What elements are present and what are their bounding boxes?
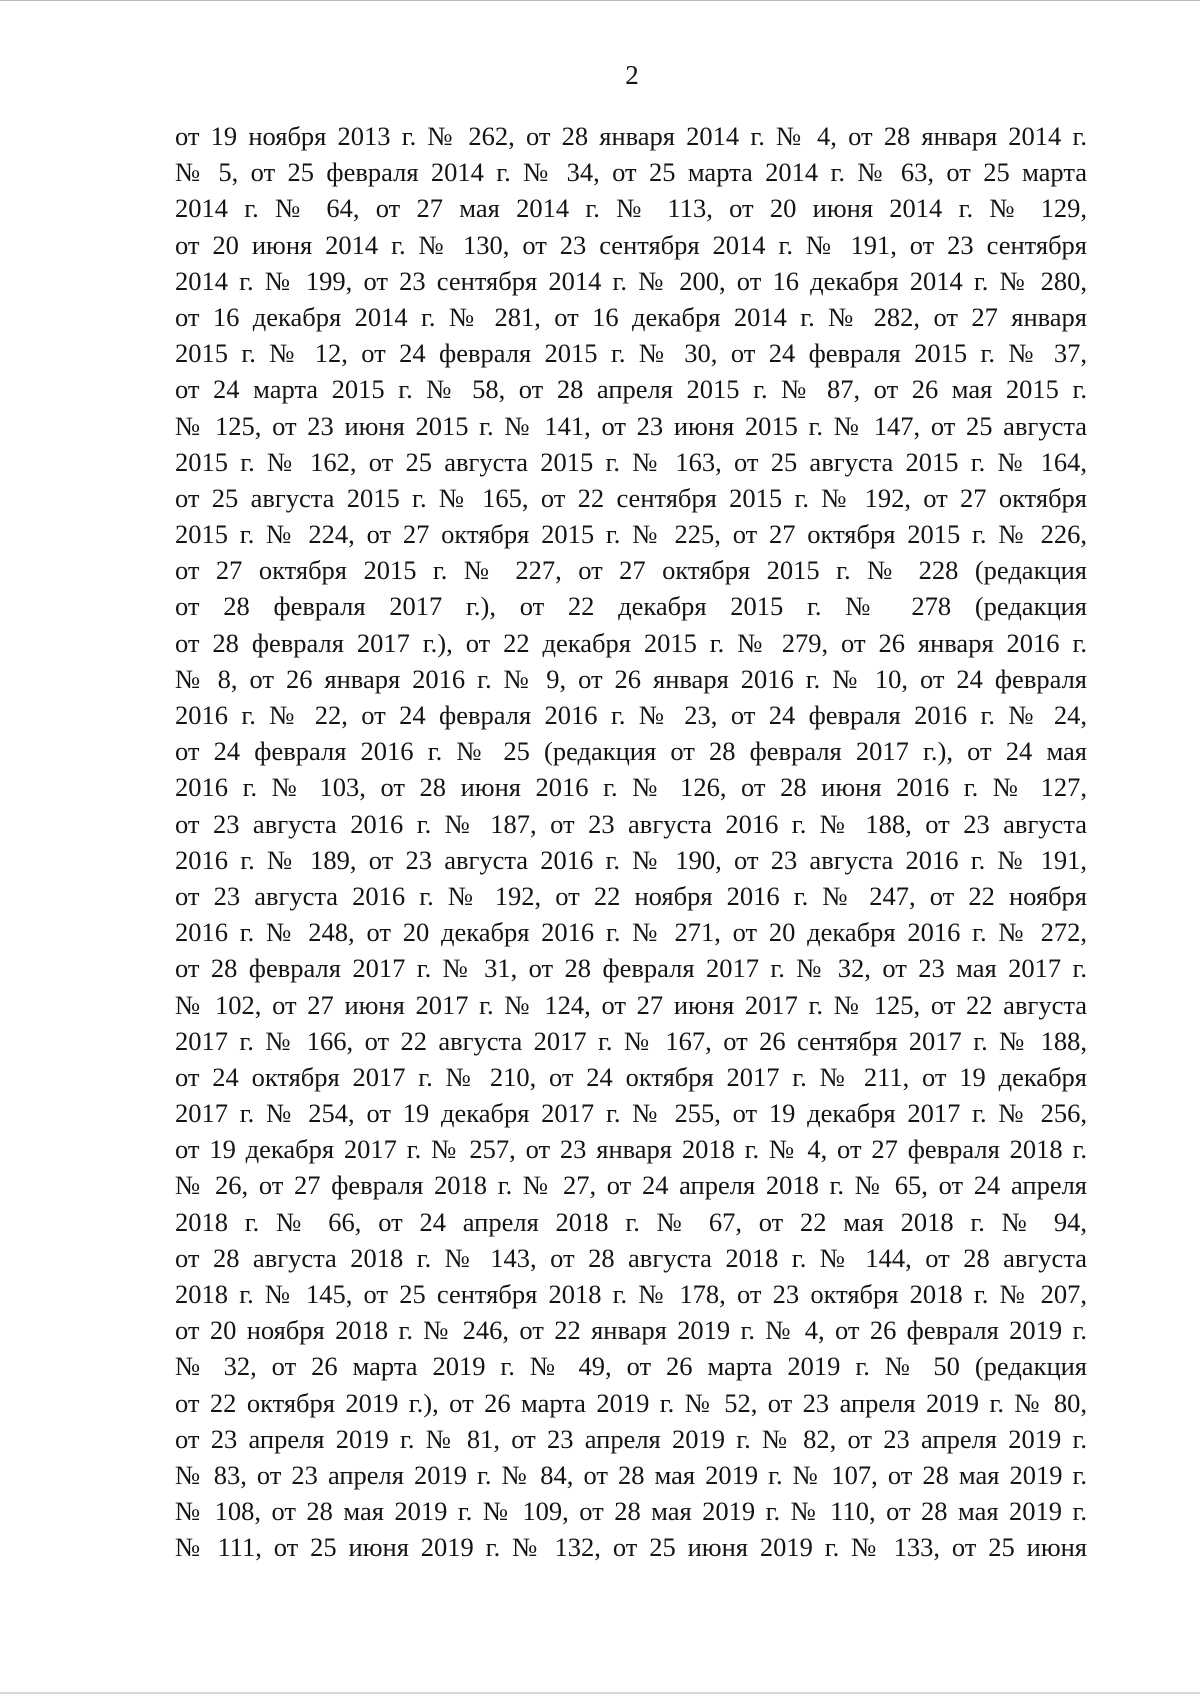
text-line: 2016 г. № 189, от 23 августа 2016 г. № 190, от 23 августа 2016 г. № 191, — [175, 844, 1087, 875]
body-text — [175, 118, 1087, 1566]
text-line: 2016 г. № 103, от 28 июня 2016 г. № 126, от 28 июня 2016 г. № 127, — [175, 772, 1087, 803]
text-line: № 5, от 25 февраля 2014 г. № 34, от 25 марта 2014 г. № 63, от 25 марта — [175, 157, 1087, 188]
text-line: 2015 г. № 224, от 27 октября 2015 г. № 225, от 27 октября 2015 г. № 226, — [175, 519, 1087, 550]
page-bottom-edge — [0, 1692, 1200, 1694]
text-line: от 28 августа 2018 г. № 143, от 28 августа 2018 г. № 144, от 28 августа — [175, 1242, 1087, 1273]
text-line: 2015 г. № 162, от 25 августа 2015 г. № 163, от 25 августа 2015 г. № 164, — [175, 446, 1087, 477]
text-line: № 125, от 23 июня 2015 г. № 141, от 23 июня 2015 г. № 147, от 25 августа — [175, 410, 1087, 441]
text-line: от 20 июня 2014 г. № 130, от 23 сентября 2014 г. № 191, от 23 сентября — [175, 229, 1087, 260]
text-line: № 108, от 28 мая 2019 г. № 109, от 28 мая 2019 г. № 110, от 28 мая 2019 г. — [175, 1496, 1087, 1527]
text-line: от 24 февраля 2016 г. № 25 (редакция от 28 февраля 2017 г.), от 24 мая — [175, 736, 1087, 767]
text-line: № 111, от 25 июня 2019 г. № 132, от 25 июня 2019 г. № 133, от 25 июня — [175, 1532, 1087, 1563]
text-line: 2014 г. № 199, от 23 сентября 2014 г. № 200, от 16 декабря 2014 г. № 280, — [175, 265, 1087, 296]
text-line: 2014 г. № 64, от 27 мая 2014 г. № 113, от 20 июня 2014 г. № 129, — [175, 193, 1087, 224]
text-line: от 22 октября 2019 г.), от 26 марта 2019 г. № 52, от 23 апреля 2019 г. № 80, — [175, 1387, 1087, 1418]
text-line: от 28 февраля 2017 г. № 31, от 28 февраля 2017 г. № 32, от 23 мая 2017 г. — [175, 953, 1087, 984]
text-line: от 24 марта 2015 г. № 58, от 28 апреля 2015 г. № 87, от 26 мая 2015 г. — [175, 374, 1087, 405]
text-line: от 25 августа 2015 г. № 165, от 22 сентября 2015 г. № 192, от 27 октября — [175, 482, 1087, 513]
text-line: 2015 г. № 12, от 24 февраля 2015 г. № 30, от 24 февраля 2015 г. № 37, — [175, 338, 1087, 369]
text-line: от 24 октября 2017 г. № 210, от 24 октября 2017 г. № 211, от 19 декабря — [175, 1061, 1087, 1092]
text-line: № 102, от 27 июня 2017 г. № 124, от 27 июня 2017 г. № 125, от 22 августа — [175, 989, 1087, 1020]
text-line: от 28 февраля 2017 г.), от 22 декабря 2015 г. № 278 (редакция — [175, 591, 1087, 622]
text-line: 2017 г. № 254, от 19 декабря 2017 г. № 255, от 19 декабря 2017 г. № 256, — [175, 1098, 1087, 1129]
text-line: 2018 г. № 66, от 24 апреля 2018 г. № 67, от 22 мая 2018 г. № 94, — [175, 1206, 1087, 1237]
text-line: от 27 октября 2015 г. № 227, от 27 октября 2015 г. № 228 (редакция — [175, 555, 1087, 586]
text-line: 2016 г. № 22, от 24 февраля 2016 г. № 23, от 24 февраля 2016 г. № 24, — [175, 700, 1087, 730]
text-line: от 23 августа 2016 г. № 192, от 22 ноября 2016 г. № 247, от 22 ноября — [175, 880, 1087, 911]
text-line: от 28 февраля 2017 г.), от 22 декабря 2015 г. № 279, от 26 января 2016 г. — [175, 627, 1087, 658]
text-line: 2018 г. № 145, от 25 сентября 2018 г. № 178, от 23 октября 2018 г. № 207, — [175, 1279, 1087, 1309]
text-line: 2017 г. № 166, от 22 августа 2017 г. № 167, от 26 сентября 2017 г. № 188, — [175, 1025, 1087, 1056]
text-line: от 16 декабря 2014 г. № 281, от 16 декабря 2014 г. № 282, от 27 января — [175, 301, 1087, 332]
text-line: № 83, от 23 апреля 2019 г. № 84, от 28 мая 2019 г. № 107, от 28 мая 2019 г. — [175, 1459, 1087, 1490]
text-line: от 23 апреля 2019 г. № 81, от 23 апреля 2019 г. № 82, от 23 апреля 2019 г. — [175, 1423, 1087, 1454]
text-line: от 20 ноября 2018 г. № 246, от 22 января 2019 г. № 4, от 26 февраля 2019 г. — [175, 1315, 1087, 1346]
text-line: от 23 августа 2016 г. № 187, от 23 августа 2016 г. № 188, от 23 августа — [175, 808, 1087, 839]
text-line: № 26, от 27 февраля 2018 г. № 27, от 24 апреля 2018 г. № 65, от 24 апреля — [175, 1170, 1087, 1201]
text-line: от 19 декабря 2017 г. № 257, от 23 января 2018 г. № 4, от 27 февраля 2018 г. — [175, 1134, 1087, 1165]
page-number: 2 — [625, 60, 639, 90]
text-line: 2016 г. № 248, от 20 декабря 2016 г. № 271, от 20 декабря 2016 г. № 272, — [175, 917, 1087, 948]
page-top-edge — [0, 0, 1200, 1]
text-line: № 32, от 26 марта 2019 г. № 49, от 26 марта 2019 г. № 50 (редакция — [175, 1351, 1087, 1382]
text-line: от 19 ноября 2013 г. № 262, от 28 января 2014 г. № 4, от 28 января 2014 г. — [175, 121, 1087, 151]
text-line: № 8, от 26 января 2016 г. № 9, от 26 января 2016 г. № 10, от 24 февраля — [175, 663, 1087, 694]
